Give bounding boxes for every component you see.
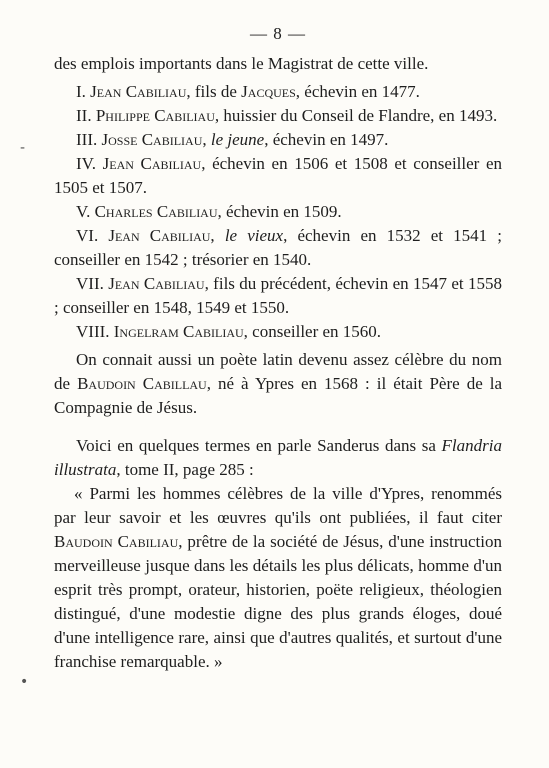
- entry-name: Charles Cabiliau: [94, 202, 218, 221]
- genealogy-entry-1: [54, 80, 502, 104]
- poet-paragraph: [54, 348, 502, 420]
- genealogy-entry-4: [54, 152, 502, 200]
- entry-text: , conseiller en 1560.: [243, 322, 382, 341]
- entry-text: , huissier du Conseil de Flandre, en 1493.: [214, 106, 498, 125]
- entry-name: Jean Cabiliau: [90, 82, 187, 101]
- genealogy-entry-5: [54, 200, 502, 224]
- entry-name: Jean Cabiliau: [102, 154, 202, 173]
- page-number: — 8 —: [250, 24, 306, 43]
- entry-numeral: IV.: [76, 154, 96, 173]
- entry-name: Ingelram Cabiliau: [113, 322, 244, 341]
- document-page: [54, 22, 502, 674]
- entry-text: ,: [210, 226, 225, 245]
- entry-numeral: II.: [76, 106, 92, 125]
- intro-paragraph: des emplois importants dans le Magistrat de cette ville.: [54, 54, 429, 73]
- genealogy-entry-6: [54, 224, 502, 272]
- entry-numeral: V.: [76, 202, 91, 221]
- quote-text-before: « Parmi les hommes célèbres de la ville d'Ypres, renommés par leur savoir et les œuvres qu'ils ont publiées, il faut citer: [54, 484, 502, 527]
- entry-epithet: le jeune: [210, 130, 265, 149]
- genealogy-entry-3: [54, 128, 502, 152]
- entry-name: Jean Cabiliau: [108, 226, 211, 245]
- entry-numeral: VIII.: [76, 322, 110, 341]
- sanderus-text-before: Voici en quelques termes en parle Sanderus dans sa: [76, 436, 442, 455]
- entry-numeral: I.: [76, 82, 86, 101]
- entry-text: , échevin en 1509.: [217, 202, 342, 221]
- poet-text-after: , né à Ypres en 1568 : il était Père de la Compagnie de Jésus.: [54, 374, 503, 417]
- entry-text: , fils de: [186, 82, 242, 101]
- entry-name: Josse Cabiliau: [101, 130, 203, 149]
- entry-father-name: Jacques: [241, 82, 296, 101]
- quote-paragraph: [54, 482, 502, 674]
- poet-name: Baudoin Cabillau: [77, 374, 207, 393]
- margin-mark-bottom: •: [20, 674, 29, 690]
- genealogy-list: [54, 80, 502, 344]
- entry-numeral: III.: [76, 130, 98, 149]
- book-title: Flandria illustrata: [54, 436, 502, 479]
- entry-numeral: VI.: [76, 226, 99, 245]
- genealogy-entry-8: [54, 320, 502, 344]
- entry-name: Jean Cabiliau: [108, 274, 205, 293]
- quote-text-after: , prêtre de la société de Jésus, d'une instruction merveilleuse jusque dans les détails les plus délicats, homme d'un esprit très prompt, orateur, historien, poëte religieux, théologien distingué, d'une modestie digne des plus grands éloges, doué d'une intelligence rare, ainsi que d'autres qualités, et surtout d'une franchise remarquable. »: [54, 532, 502, 671]
- genealogy-entry-2: [54, 104, 502, 128]
- entry-name: Philippe Cabiliau: [95, 106, 215, 125]
- entry-rest: , échevin en 1532 et 1541 ; conseiller en 1542 ; trésorier en 1540.: [54, 226, 503, 269]
- entry-epithet: le vieux: [224, 226, 284, 245]
- entry-rest: , échevin en 1477.: [295, 82, 420, 101]
- poet-text-before: On connait aussi un poète latin devenu assez célèbre du nom de: [54, 350, 502, 393]
- entry-text: , fils du précédent, échevin en 1547 et 1558 ; conseiller en 1548, 1549 et 1550.: [54, 274, 502, 317]
- genealogy-entry-7: [54, 272, 502, 320]
- entry-text: , échevin en 1506 et 1508 et conseiller en 1505 et 1507.: [54, 154, 502, 197]
- sanderus-paragraph: [54, 434, 502, 482]
- margin-mark-top: -: [20, 140, 26, 156]
- sanderus-text-after: , tome II, page 285 :: [116, 460, 254, 479]
- quote-person-name: Baudoin Cabiliau: [54, 532, 179, 551]
- entry-text: ,: [202, 130, 211, 149]
- entry-numeral: VII.: [76, 274, 104, 293]
- entry-rest: , échevin en 1497.: [264, 130, 389, 149]
